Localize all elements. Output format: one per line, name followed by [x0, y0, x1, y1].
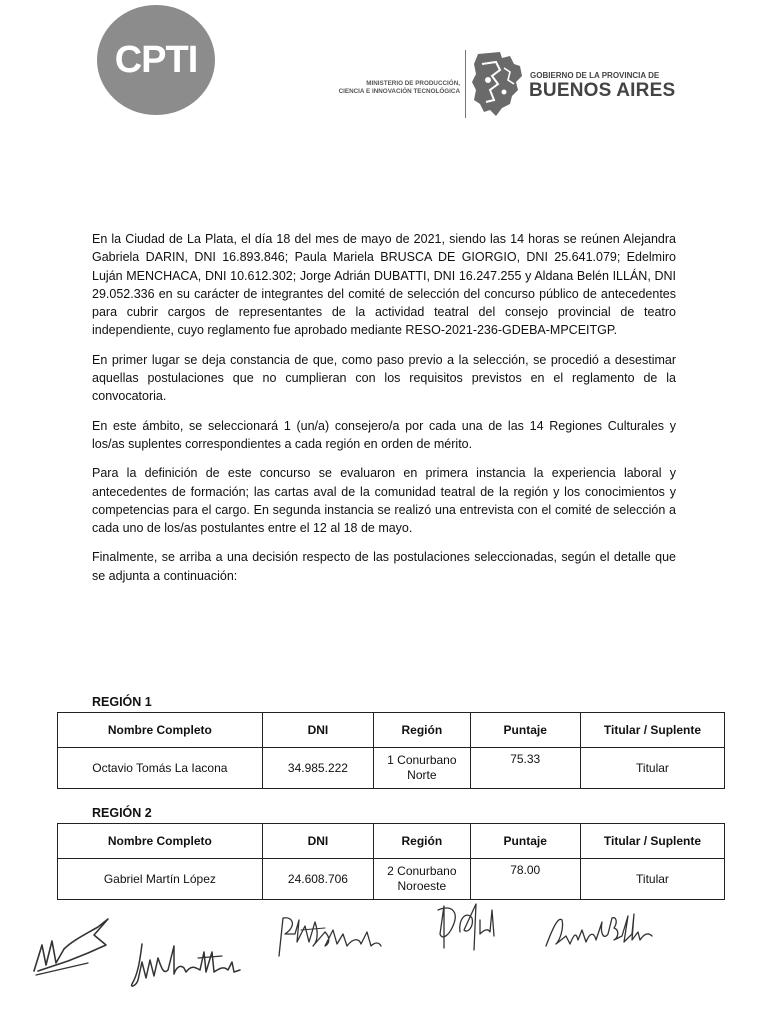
paragraph-finalmente: Finalmente, se arriba a una decisión respecto de las postulaciones seleccionadas, según el detalle que se adjunta a continuación:: [92, 550, 676, 583]
header-nombre: Nombre Completo: [58, 824, 263, 859]
signature-2: [128, 940, 253, 995]
paragraph-intro: En la Ciudad de La Plata, el día 18 del mes de mayo de 2021, siendo las 14 horas se reúnen Alejandra Gabriela DARIN, DNI 16.893.846; Paula Mariela BRUSCA DE GIORGIO, DNI 25.641.079; Edelmiro Luján MENCHACA, DNI 10.612.302; Jorge Adrián DUBATTI, DNI 16.247.255 y Aldana Belén ILLÁN, DNI 29.052.336 en su carácter de integrantes del comité de selección del concurso público de antecedentes para cubrir cargos de representantes de la actividad teatral del consejo provincial de teatro independiente, cuyo reglamento fue aprobado mediante RESO-2021-236-GDEBA-MPCEITGP.: [92, 232, 676, 338]
provincia-emblem-icon: [470, 50, 526, 118]
header-nombre: Nombre Completo: [58, 713, 263, 748]
region-2-title: REGIÓN 2: [92, 806, 152, 820]
gobierno-line-2: BUENOS AIRES: [529, 80, 676, 101]
cell-puntaje: 75.33: [470, 748, 580, 789]
header-puntaje: Puntaje: [470, 824, 580, 859]
header-divider: [465, 50, 466, 118]
header-titular: Titular / Suplente: [580, 713, 724, 748]
cell-dni: 34.985.222: [262, 748, 373, 789]
acta-body: [92, 230, 676, 596]
cell-nombre: Gabriel Martín López: [58, 859, 263, 900]
signature-3: [275, 912, 385, 967]
cpti-logo-text: CPTI: [114, 38, 198, 81]
header-region: Región: [374, 713, 470, 748]
cell-titular: Titular: [580, 859, 724, 900]
table-row: [58, 748, 725, 789]
cell-region: [374, 859, 470, 900]
cell-region-line-1: 1 Conurbano: [387, 753, 457, 767]
cell-nombre: Octavio Tomás La Iacona: [58, 748, 263, 789]
signature-4: [432, 900, 502, 960]
gobierno-line-1: GOBIERNO DE LA PROVINCIA DE: [530, 71, 660, 80]
signature-1: [28, 905, 118, 985]
cpti-logo: [97, 5, 215, 115]
cell-dni: 24.608.706: [262, 859, 373, 900]
ministerio-line-2: CIENCIA E INNOVACIÓN TECNOLÓGICA: [338, 88, 460, 95]
table-row: [58, 859, 725, 900]
header-dni: DNI: [262, 824, 373, 859]
header-titular: Titular / Suplente: [580, 824, 724, 859]
ministerio-label: [300, 80, 460, 96]
cell-region: [374, 748, 470, 789]
header-region: Región: [374, 824, 470, 859]
paragraph-definicion: Para la definición de este concurso se evaluaron en primera instancia la experiencia laboral y antecedentes de formación; las cartas aval de la comunidad teatral de la región y los conocimientos y competencias para el cargo. En segunda instancia se realizó una entrevista con el comité de selección a cada uno de los/as postulantes entre el 12 al 18 de mayo.: [92, 466, 676, 536]
table-header-row: [58, 824, 725, 859]
region-1-table: [57, 712, 725, 789]
region-1-title: REGIÓN 1: [92, 695, 152, 709]
paragraph-ambito: En este ámbito, se seleccionará 1 (un/a) consejero/a por cada una de las 14 Regiones Culturales y los/as suplentes correspondientes a cada región en orden de mérito.: [92, 418, 676, 451]
header-puntaje: Puntaje: [470, 713, 580, 748]
cell-region-line-2: Noroeste: [397, 879, 447, 893]
header-dni: DNI: [262, 713, 373, 748]
region-2-table: [57, 823, 725, 900]
cell-puntaje: 78.00: [470, 859, 580, 900]
ministerio-line-1: MINISTERIO DE PRODUCCIÓN,: [366, 80, 460, 87]
cell-region-line-1: 2 Conurbano: [387, 864, 457, 878]
cell-region-line-2: Norte: [407, 768, 437, 782]
paragraph-desestimar: En primer lugar se deja constancia de que, como paso previo a la selección, se procedió a desestimar aquellas postulaciones que no cumplieran con los requisitos previstos en el reglamento de la convocatoria.: [92, 352, 676, 404]
signature-5: [542, 910, 657, 957]
table-header-row: [58, 713, 725, 748]
cell-titular: Titular: [580, 748, 724, 789]
